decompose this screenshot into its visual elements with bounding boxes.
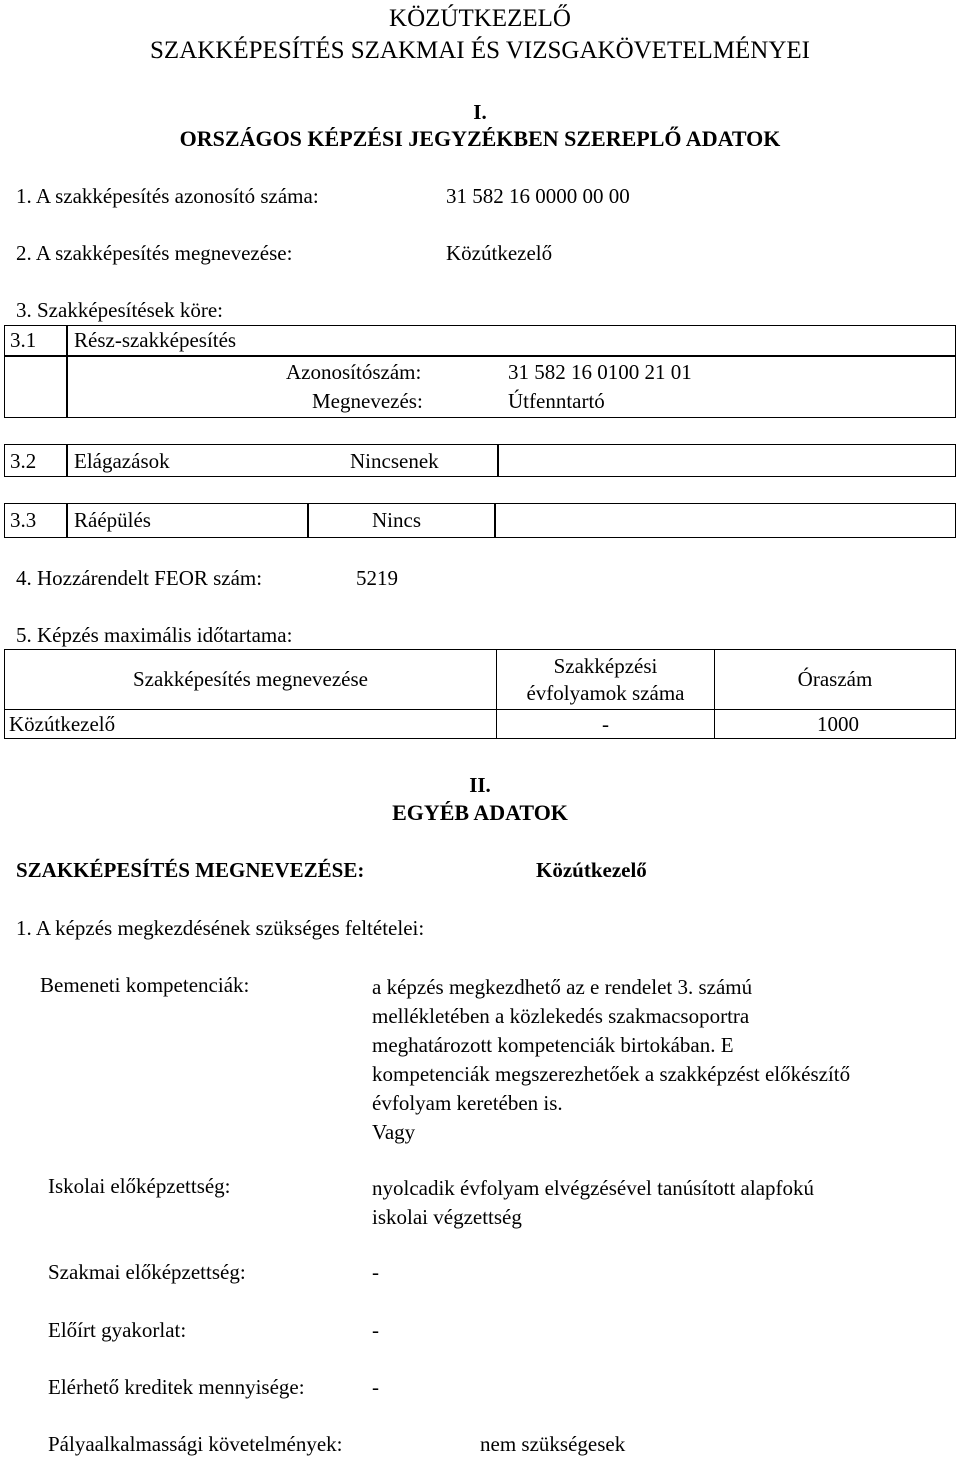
megnevezes-label: Megnevezés:	[312, 389, 423, 413]
item2-value: Közútkezelő	[446, 241, 553, 265]
table-cell-hours: 1000	[715, 710, 956, 739]
document-title-line2: SZAKKÉPESÍTÉS SZAKMAI ÉS VIZSGAKÖVETELMÉNYEI	[150, 37, 810, 64]
subitem-3-1-number: 3.1	[10, 328, 37, 352]
item5-label: 5. Képzés maximális időtartama:	[16, 623, 293, 647]
bemeneti-line: a képzés megkezdhető az e rendelet 3. számú	[372, 975, 753, 999]
bemeneti-label: Bemeneti kompetenciák:	[40, 973, 250, 997]
subitem-3-2-divider-a	[66, 444, 68, 477]
subitem-3-1-col-divider	[66, 325, 68, 418]
iskolai-text	[372, 1174, 814, 1232]
item3-label: 3. Szakképesítések köre:	[16, 298, 224, 322]
kredit-value: -	[372, 1375, 379, 1399]
palya-label: Pályaalkalmassági követelmények:	[48, 1432, 343, 1456]
qualification-name-value: Közútkezelő	[536, 858, 647, 882]
iskolai-line: iskolai végzettség	[372, 1205, 522, 1229]
bemeneti-line: kompetenciák megszerezhetőek a szakképzést előkészítő	[372, 1062, 851, 1086]
bemeneti-line: évfolyam keretében is.	[372, 1091, 563, 1115]
table-header-name: Szakképesítés megnevezése	[5, 650, 497, 710]
item2-label: 2. A szakképesítés megnevezése:	[16, 241, 293, 265]
bemeneti-line: Vagy	[372, 1120, 416, 1144]
subitem-3-2-value: Nincsenek	[350, 449, 439, 473]
training-duration-table	[4, 649, 956, 739]
table-header-years-line2: évfolyamok száma	[526, 680, 685, 705]
kredit-label: Elérhető kreditek mennyisége:	[48, 1375, 305, 1399]
table-header-years-line1: Szakképzési	[553, 654, 658, 679]
section2-numeral: II.	[469, 773, 491, 797]
iskolai-label: Iskolai előképzettség:	[48, 1174, 231, 1198]
subitem-3-2-label: Elágazások	[74, 449, 170, 473]
item1-label: 1. A szakképesítés azonosító száma:	[16, 184, 319, 208]
table-header-years	[497, 650, 715, 710]
szakmai-value: -	[372, 1260, 379, 1284]
table-cell-years: -	[497, 710, 715, 739]
bemeneti-line: meghatározott kompetenciák birtokában. E	[372, 1033, 734, 1057]
subitem-3-2-number: 3.2	[10, 449, 37, 473]
subitem-3-3-value: Nincs	[372, 508, 421, 532]
bemeneti-text	[372, 973, 850, 1147]
subitem-3-3-divider-c	[494, 503, 496, 538]
subitem-3-3-label: Ráépülés	[74, 508, 151, 532]
item4-label: 4. Hozzárendelt FEOR szám:	[16, 566, 263, 590]
azonositoszam-value: 31 582 16 0100 21 01	[508, 360, 692, 384]
azonositoszam-label: Azonosítószám:	[286, 360, 422, 384]
item1-value: 31 582 16 0000 00 00	[446, 184, 630, 208]
subitem-3-1-divider	[4, 355, 956, 357]
megnevezes-value: Útfenntartó	[508, 389, 605, 413]
subitem-3-3-divider-b	[307, 503, 309, 538]
subitem-3-3-number: 3.3	[10, 508, 37, 532]
item4-value: 5219	[356, 566, 398, 590]
document-title-line1: KÖZÚTKEZELŐ	[389, 5, 571, 32]
palya-value: nem szükségesek	[480, 1432, 626, 1456]
subitem-3-2-divider-b	[497, 444, 499, 477]
section2-title: EGYÉB ADATOK	[392, 800, 568, 825]
bemeneti-line: mellékletében a közlekedés szakmacsoportra	[372, 1004, 750, 1028]
table-cell-name: Közútkezelő	[5, 710, 497, 739]
section1-numeral: I.	[473, 100, 487, 124]
subitem-3-3-divider-a	[66, 503, 68, 538]
section1-title: ORSZÁGOS KÉPZÉSI JEGYZÉKBEN SZEREPLŐ ADATOK	[179, 126, 781, 151]
subitem-3-1-label: Rész-szakképesítés	[74, 328, 237, 352]
szakmai-label: Szakmai előképzettség:	[48, 1260, 246, 1284]
table-row	[5, 710, 956, 739]
gyakorlat-value: -	[372, 1318, 379, 1342]
gyakorlat-label: Előírt gyakorlat:	[48, 1318, 187, 1342]
table-header-row	[5, 650, 956, 710]
table-header-hours: Óraszám	[715, 650, 956, 710]
prerequisites-heading: 1. A képzés megkezdésének szükséges feltételei:	[16, 916, 425, 940]
iskolai-line: nyolcadik évfolyam elvégzésével tanúsított alapfokú	[372, 1176, 815, 1200]
qualification-name-label: SZAKKÉPESÍTÉS MEGNEVEZÉSE:	[16, 858, 365, 882]
